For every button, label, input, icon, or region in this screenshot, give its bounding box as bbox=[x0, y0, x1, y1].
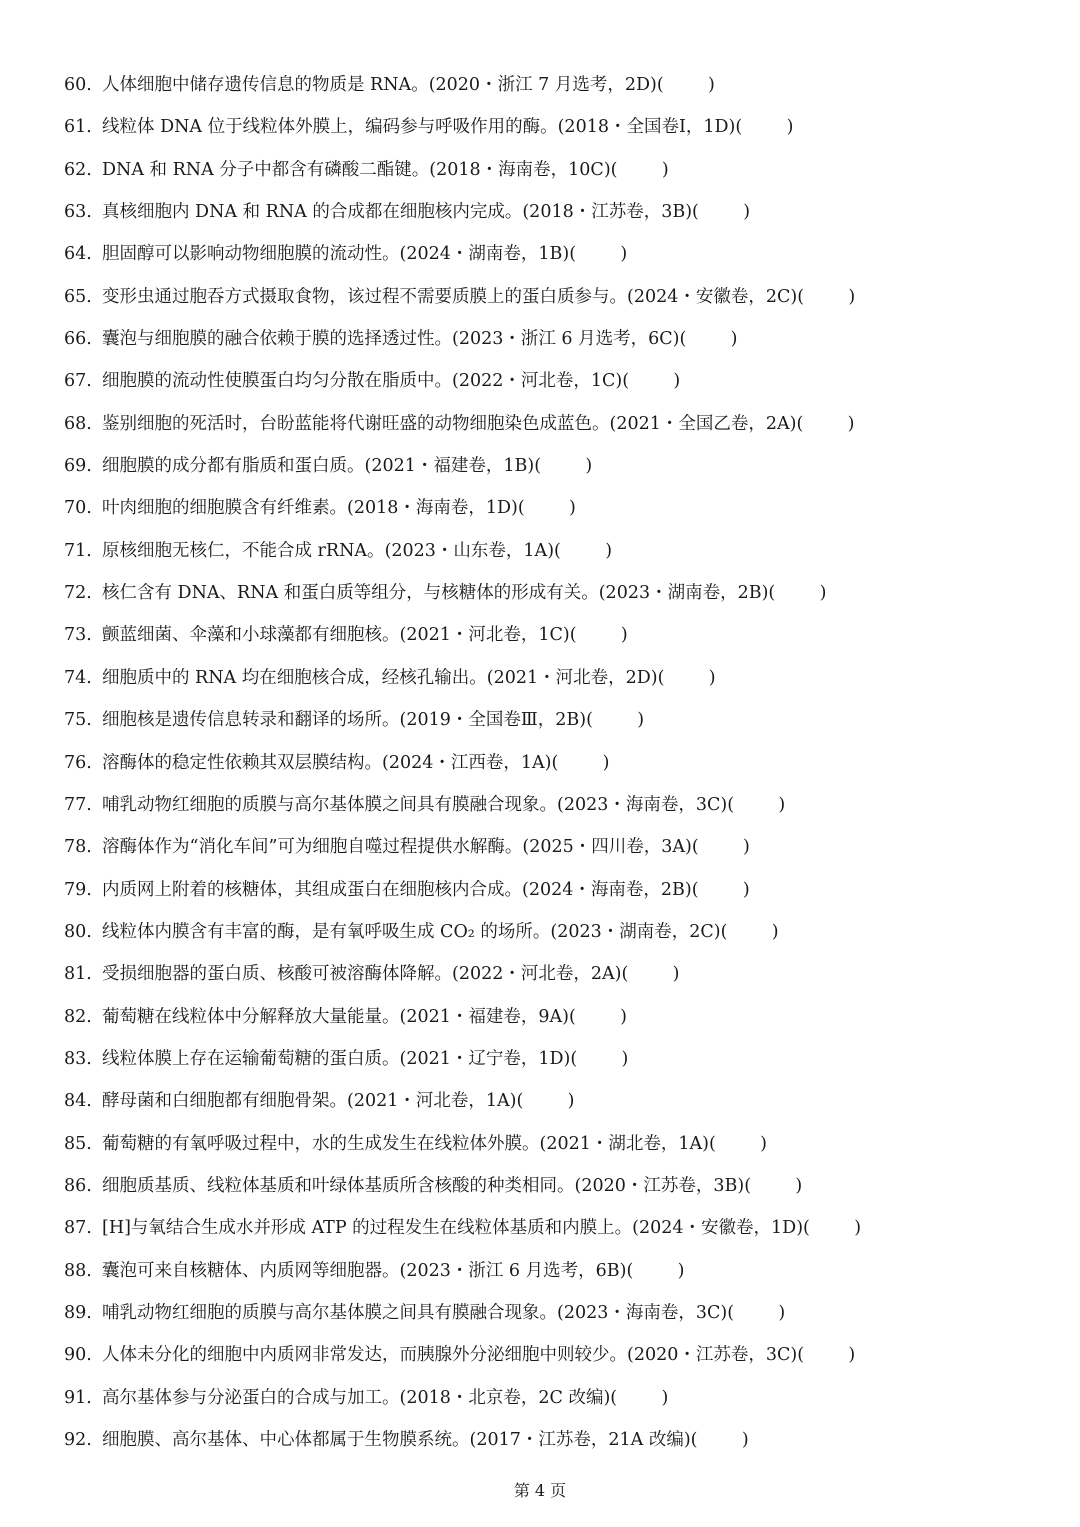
question-item bbox=[64, 1169, 1024, 1211]
question-source: (2017・江苏卷，21A 改编) bbox=[469, 1430, 691, 1450]
question-item bbox=[64, 68, 1024, 110]
answer-blank[interactable] bbox=[611, 153, 669, 187]
question-number: 66. bbox=[64, 329, 92, 350]
question-item bbox=[64, 576, 1024, 618]
answer-blank[interactable] bbox=[744, 1169, 802, 1203]
answer-blank[interactable] bbox=[727, 788, 785, 822]
question-source: (2021・福建卷，9A) bbox=[399, 1006, 569, 1027]
question-text: 叶肉细胞的细胞膜含有纤维素。 bbox=[102, 498, 347, 519]
answer-blank[interactable] bbox=[691, 1423, 749, 1457]
answer-blank[interactable] bbox=[657, 68, 715, 102]
question-number: 62. bbox=[64, 159, 92, 180]
question-source: (2023・浙江 6 月选考，6B) bbox=[399, 1260, 627, 1281]
question-item bbox=[64, 322, 1024, 364]
question-item bbox=[64, 618, 1024, 660]
question-item bbox=[64, 915, 1024, 957]
question-number: 76. bbox=[64, 752, 92, 773]
question-source: (2021・河北卷，2D) bbox=[486, 667, 658, 688]
question-source: (2018・江苏卷，3B) bbox=[522, 202, 693, 223]
question-source: (2024・安徽卷，1D) bbox=[632, 1218, 804, 1239]
question-text: 哺乳动物红细胞的质膜与高尔基体膜之间具有膜融合现象。 bbox=[102, 1302, 557, 1323]
question-source: (2019・全国卷Ⅲ，2B) bbox=[399, 710, 587, 731]
page-footer: 第 4 页 bbox=[513, 1481, 567, 1500]
question-number: 67. bbox=[64, 371, 92, 392]
question-number: 83. bbox=[64, 1048, 92, 1069]
question-text: 哺乳动物红细胞的质膜与高尔基体膜之间具有膜融合现象。 bbox=[102, 794, 557, 815]
question-item bbox=[64, 1127, 1024, 1169]
question-number: 81. bbox=[64, 964, 92, 985]
question-text: 鉴别细胞的死活时，台盼蓝能将代谢旺盛的动物细胞染色成蓝色。 bbox=[102, 413, 610, 434]
answer-blank[interactable] bbox=[554, 534, 612, 568]
question-source: (2024・海南卷，2B) bbox=[522, 879, 692, 900]
question-source: (2018・北京卷，2C 改编) bbox=[399, 1387, 611, 1408]
question-number: 65. bbox=[64, 286, 92, 307]
question-source: (2023・湖南卷，2C) bbox=[550, 921, 721, 942]
question-source: (2020・浙江 7 月选考，2D) bbox=[428, 75, 657, 95]
question-item bbox=[64, 364, 1024, 406]
question-text: 线粒体 DNA 位于线粒体外膜上，编码参与呼吸作用的酶。 bbox=[102, 117, 558, 138]
question-item bbox=[64, 1084, 1024, 1126]
question-text: 受损细胞器的蛋白质、核酸可被溶酶体降解。 bbox=[102, 964, 452, 985]
question-text: 细胞核是遗传信息转录和翻译的场所。 bbox=[102, 710, 400, 731]
question-text: 细胞膜的成分都有脂质和蛋白质。 bbox=[102, 456, 365, 477]
question-item bbox=[64, 280, 1024, 322]
question-item bbox=[64, 1296, 1024, 1338]
question-number: 84. bbox=[64, 1091, 92, 1112]
question-item bbox=[64, 153, 1024, 195]
answer-blank[interactable] bbox=[551, 746, 609, 780]
question-text: 胆固醇可以影响动物细胞膜的流动性。 bbox=[102, 244, 400, 265]
question-number: 86. bbox=[64, 1175, 92, 1196]
answer-blank[interactable] bbox=[518, 491, 576, 525]
question-text: 线粒体膜上存在运输葡萄糖的蛋白质。 bbox=[102, 1048, 400, 1069]
answer-blank[interactable] bbox=[610, 1381, 668, 1415]
question-source: (2021・河北卷，1C) bbox=[399, 625, 570, 646]
question-number: 82. bbox=[64, 1006, 92, 1027]
answer-blank[interactable] bbox=[622, 364, 680, 398]
question-item bbox=[64, 1211, 1024, 1253]
question-source: (2018・全国卷Ⅰ，1D) bbox=[557, 117, 736, 138]
answer-blank[interactable] bbox=[569, 1000, 627, 1034]
question-text: 真核细胞内 DNA 和 RNA 的合成都在细胞核内完成。 bbox=[102, 202, 523, 223]
question-text: [H]与氧结合生成水并形成 ATP 的过程发生在线粒体基质和内膜上。 bbox=[102, 1218, 633, 1239]
question-number: 92. bbox=[64, 1430, 92, 1450]
question-text: 溶酶体作为“消化车间”可为细胞自噬过程提供水解酶。 bbox=[102, 837, 523, 858]
question-item bbox=[64, 746, 1024, 788]
question-item bbox=[64, 449, 1024, 491]
question-item bbox=[64, 830, 1024, 872]
question-text: 颤蓝细菌、伞藻和小球藻都有细胞核。 bbox=[102, 625, 400, 646]
question-list bbox=[64, 68, 1024, 1465]
question-text: DNA 和 RNA 分子中都含有磷酸二酯键。 bbox=[102, 159, 430, 180]
question-text: 细胞膜、高尔基体、中心体都属于生物膜系统。 bbox=[102, 1430, 470, 1450]
question-number: 91. bbox=[64, 1387, 92, 1408]
question-number: 77. bbox=[64, 794, 92, 815]
answer-blank[interactable] bbox=[709, 1127, 767, 1161]
question-source: (2023・湖南卷，2B) bbox=[598, 583, 769, 604]
question-source: (2021・福建卷，1B) bbox=[364, 456, 535, 477]
question-source: (2022・河北卷，1C) bbox=[452, 371, 623, 392]
answer-blank[interactable] bbox=[796, 407, 854, 441]
question-text: 葡萄糖在线粒体中分解释放大量能量。 bbox=[102, 1006, 400, 1027]
question-item bbox=[64, 491, 1024, 533]
answer-blank[interactable] bbox=[569, 237, 627, 271]
question-number: 61. bbox=[64, 117, 92, 138]
question-item bbox=[64, 1042, 1024, 1084]
question-source: (2022・河北卷，2A) bbox=[452, 964, 622, 985]
question-text: 内质网上附着的核糖体，其组成蛋白在细胞核内合成。 bbox=[102, 879, 522, 900]
answer-blank[interactable] bbox=[692, 195, 750, 229]
answer-blank[interactable] bbox=[692, 830, 750, 864]
answer-blank[interactable] bbox=[586, 703, 644, 737]
answer-blank[interactable] bbox=[727, 1296, 785, 1330]
question-number: 69. bbox=[64, 456, 92, 477]
question-item bbox=[64, 237, 1024, 279]
question-text: 人体细胞中储存遗传信息的物质是 RNA。 bbox=[102, 75, 429, 95]
question-text: 囊泡与细胞膜的融合依赖于膜的选择透过性。 bbox=[102, 329, 452, 350]
question-item bbox=[64, 957, 1024, 999]
question-item bbox=[64, 407, 1024, 449]
answer-blank[interactable] bbox=[735, 110, 793, 144]
answer-blank[interactable] bbox=[768, 576, 826, 610]
question-item bbox=[64, 661, 1024, 703]
answer-blank[interactable] bbox=[692, 873, 750, 907]
question-number: 64. bbox=[64, 244, 92, 265]
question-number: 60. bbox=[64, 75, 92, 95]
question-text: 核仁含有 DNA、RNA 和蛋白质等组分，与核糖体的形成有关。 bbox=[102, 583, 599, 604]
question-number: 89. bbox=[64, 1302, 92, 1323]
question-item bbox=[64, 1254, 1024, 1296]
question-number: 63. bbox=[64, 202, 92, 223]
question-number: 85. bbox=[64, 1133, 92, 1154]
question-number: 88. bbox=[64, 1260, 92, 1281]
question-item bbox=[64, 534, 1024, 576]
question-text: 原核细胞无核仁，不能合成 rRNA。 bbox=[102, 540, 385, 561]
question-item bbox=[64, 788, 1024, 830]
question-number: 90. bbox=[64, 1345, 92, 1366]
question-source: (2024・湖南卷，1B) bbox=[399, 244, 570, 265]
question-text: 人体未分化的细胞中内质网非常发达，而胰腺外分泌细胞中则较少。 bbox=[102, 1345, 627, 1366]
question-source: (2023・海南卷，3C) bbox=[557, 794, 728, 815]
question-source: (2020・江苏卷，3C) bbox=[627, 1345, 798, 1366]
question-number: 73. bbox=[64, 625, 92, 646]
question-source: (2023・山东卷，1A) bbox=[384, 540, 555, 561]
answer-blank[interactable] bbox=[570, 618, 628, 652]
question-number: 68. bbox=[64, 413, 92, 434]
answer-blank[interactable] bbox=[534, 449, 592, 483]
question-source: (2021・辽宁卷，1D) bbox=[399, 1048, 571, 1069]
question-number: 74. bbox=[64, 667, 92, 688]
question-number: 75. bbox=[64, 710, 92, 731]
question-source: (2023・海南卷，3C) bbox=[557, 1302, 728, 1323]
question-number: 79. bbox=[64, 879, 92, 900]
question-item bbox=[64, 195, 1024, 237]
question-text: 细胞质中的 RNA 均在细胞核合成，经核孔输出。 bbox=[102, 667, 487, 688]
answer-blank[interactable] bbox=[679, 322, 737, 356]
question-number: 87. bbox=[64, 1218, 92, 1239]
question-item bbox=[64, 1000, 1024, 1042]
answer-blank[interactable] bbox=[803, 1211, 861, 1245]
question-text: 囊泡可来自核糖体、内质网等细胞器。 bbox=[102, 1260, 400, 1281]
answer-blank[interactable] bbox=[516, 1084, 574, 1118]
question-text: 葡萄糖的有氧呼吸过程中，水的生成发生在线粒体外膜。 bbox=[102, 1133, 540, 1154]
question-source: (2024・江西卷，1A) bbox=[382, 752, 552, 773]
question-item bbox=[64, 1338, 1024, 1380]
answer-blank[interactable] bbox=[626, 1254, 684, 1288]
question-number: 78. bbox=[64, 837, 92, 858]
question-item bbox=[64, 1423, 1024, 1465]
question-number: 70. bbox=[64, 498, 92, 519]
question-source: (2021・河北卷，1A) bbox=[347, 1091, 517, 1112]
question-item bbox=[64, 873, 1024, 915]
question-text: 线粒体内膜含有丰富的酶，是有氧呼吸生成 CO₂ 的场所。 bbox=[102, 921, 551, 942]
question-text: 酵母菌和白细胞都有细胞骨架。 bbox=[102, 1091, 347, 1112]
question-number: 80. bbox=[64, 921, 92, 942]
question-source: (2021・湖北卷，1A) bbox=[539, 1133, 709, 1154]
question-source: (2025・四川卷，3A) bbox=[522, 837, 692, 858]
question-number: 72. bbox=[64, 583, 92, 604]
question-text: 变形虫通过胞吞方式摄取食物，该过程不需要质膜上的蛋白质参与。 bbox=[102, 286, 627, 307]
question-source: (2024・安徽卷，2C) bbox=[627, 286, 798, 307]
question-item bbox=[64, 703, 1024, 745]
question-source: (2021・全国乙卷，2A) bbox=[609, 413, 797, 434]
question-source: (2023・浙江 6 月选考，6C) bbox=[452, 329, 680, 350]
question-text: 细胞膜的流动性使膜蛋白均匀分散在脂质中。 bbox=[102, 371, 452, 392]
answer-blank[interactable] bbox=[658, 661, 716, 695]
answer-blank[interactable] bbox=[621, 957, 679, 991]
question-source: (2018・海南卷，10C) bbox=[429, 159, 611, 180]
answer-blank[interactable] bbox=[797, 280, 855, 314]
answer-blank[interactable] bbox=[721, 915, 779, 949]
question-source: (2020・江苏卷，3B) bbox=[574, 1175, 745, 1196]
question-text: 高尔基体参与分泌蛋白的合成与加工。 bbox=[102, 1387, 400, 1408]
question-text: 溶酶体的稳定性依赖其双层膜结构。 bbox=[102, 752, 382, 773]
question-item bbox=[64, 1381, 1024, 1423]
question-source: (2018・海南卷，1D) bbox=[347, 498, 518, 519]
question-text: 细胞质基质、线粒体基质和叶绿体基质所含核酸的种类相同。 bbox=[102, 1175, 575, 1196]
answer-blank[interactable] bbox=[570, 1042, 628, 1076]
answer-blank[interactable] bbox=[797, 1338, 855, 1372]
question-item bbox=[64, 110, 1024, 152]
question-number: 71. bbox=[64, 540, 92, 561]
